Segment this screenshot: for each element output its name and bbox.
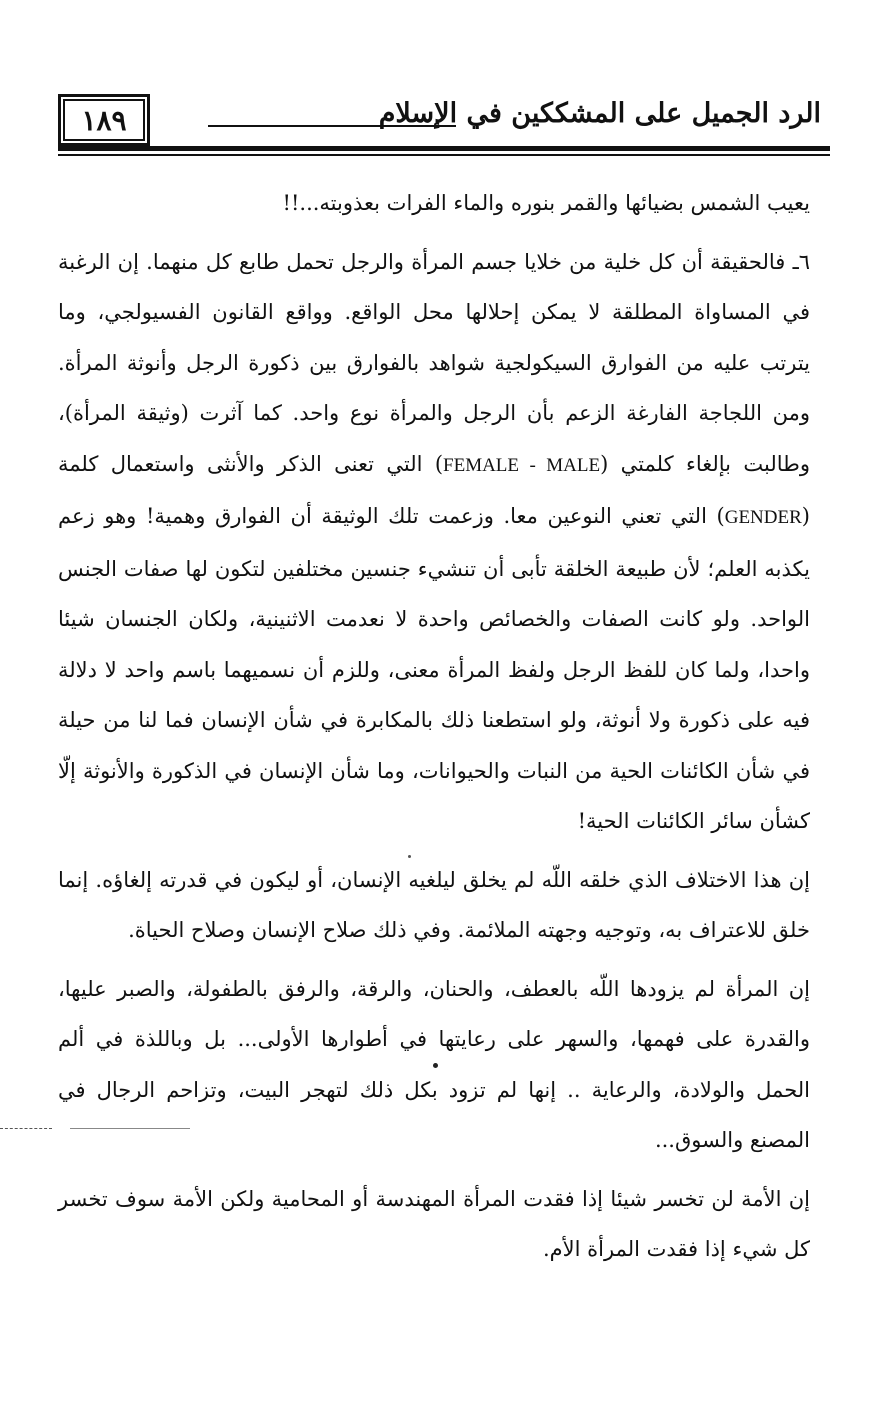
margin-mark [0,1128,52,1129]
list-number: ٦ـ [785,249,811,274]
body-text [58,178,810,1275]
latin-term: FEMALE - MALE [443,454,601,476]
paragraph-text-part: ) التي تعنى الذكر والأنثى واستعمال كلمة ( [58,451,810,528]
margin-underline [70,1128,190,1129]
paragraph-text: إن الأمة لن تخسر شيئا إذا فقدت المرأة المهندسة أو المحامية ولكن الأمة سوف تخسر كل شيء إذا فقدت المرأة الأم. [58,1186,810,1261]
ink-dot [433,1063,438,1068]
page-number-box [58,94,150,146]
running-title: الرد الجميل على المشككين في الإسلام [378,98,821,129]
page-number: ١٨٩ [81,103,127,137]
paragraph-text: إن هذا الاختلاف الذي خلقه اللّه لم يخلق ليلغيه الإنسان، أو ليكون في قدرته إلغاؤه. إنما خلق للاعتراف به، وتوجيه وجهته الملائمة. وفي ذلك صلاح الإنسان وصلاح الحياة. [58,867,810,942]
paragraph-text-part: ) التي تعني النوعين معا. وزعمت تلك الوثيقة أن الفوارق وهمية! وهو زعم يكذبه العلم؛ لأن طبيعة الخلقة تأبى أن تنشيء جنسين مختلفين لتكون لها صفات الجنس الواحد. ولو كانت الصفات والخصائص واحدة لا نعدمت الاثنينية، ولكان الجنسان شيئا واحدا، ولما كان للفظ الرجل ولفظ المرأة معنى، وللزم أن نسميهما باسم واحد لا دلالة فيه على ذكورة ولا أنوثة، ولو استطعنا ذلك بالمكابرة في شأن الإنسان فما لنا من حيلة في شأن الكائنات الحية من النبات والحيوانات، وما شأن الإنسان في الذكورة والأنوثة إلّا كشأن سائر الكائنات الحية! [58,504,810,833]
paragraph-3 [58,855,810,956]
paragraph-2-numbered [58,237,810,847]
header-divider-thick [58,146,830,151]
paragraph-1 [58,178,810,229]
latin-term: GENDER [724,507,802,528]
paragraph-text: يعيب الشمس بضيائها والقمر بنوره والماء الفرات بعذوبته...!! [282,191,810,215]
ink-speck [408,855,411,858]
header-divider-thin [58,154,830,156]
paragraph-5 [58,1174,810,1275]
paragraph-text: إن المرأة لم يزودها اللّه بالعطف، والحنان، والرقة، والرفق بالطفولة، والصبر عليها، والقدرة على فهمها، والسهر على رعايتها في أطوارها الأولى... بل وباللذة في ألم الحمل والولادة، والرعاية .. إنها لم تزود بكل ذلك لتهجر البيت، وتزاحم الرجال في المصنع والسوق... [58,976,810,1152]
paragraph-text-part: فالحقيقة أن كل خلية من خلايا جسم المرأة والرجل تحمل طابع كل منهما. إن الرغبة في المساواة المطلقة لا يمكن إحلالها محل الواقع. وواقع القانون الفسيولجي، وما يترتب عليه من الفوارق السيكولجية شواهد بالفوارق بين ذكورة الرجل وأنوثة المرأة. ومن اللجاجة الفارغة الزعم بأن الرجل والمرأة نوع واحد. كما آثرت (وثيقة المرأة)، وطالبت بإلغاء كلمتي ( [58,249,810,476]
